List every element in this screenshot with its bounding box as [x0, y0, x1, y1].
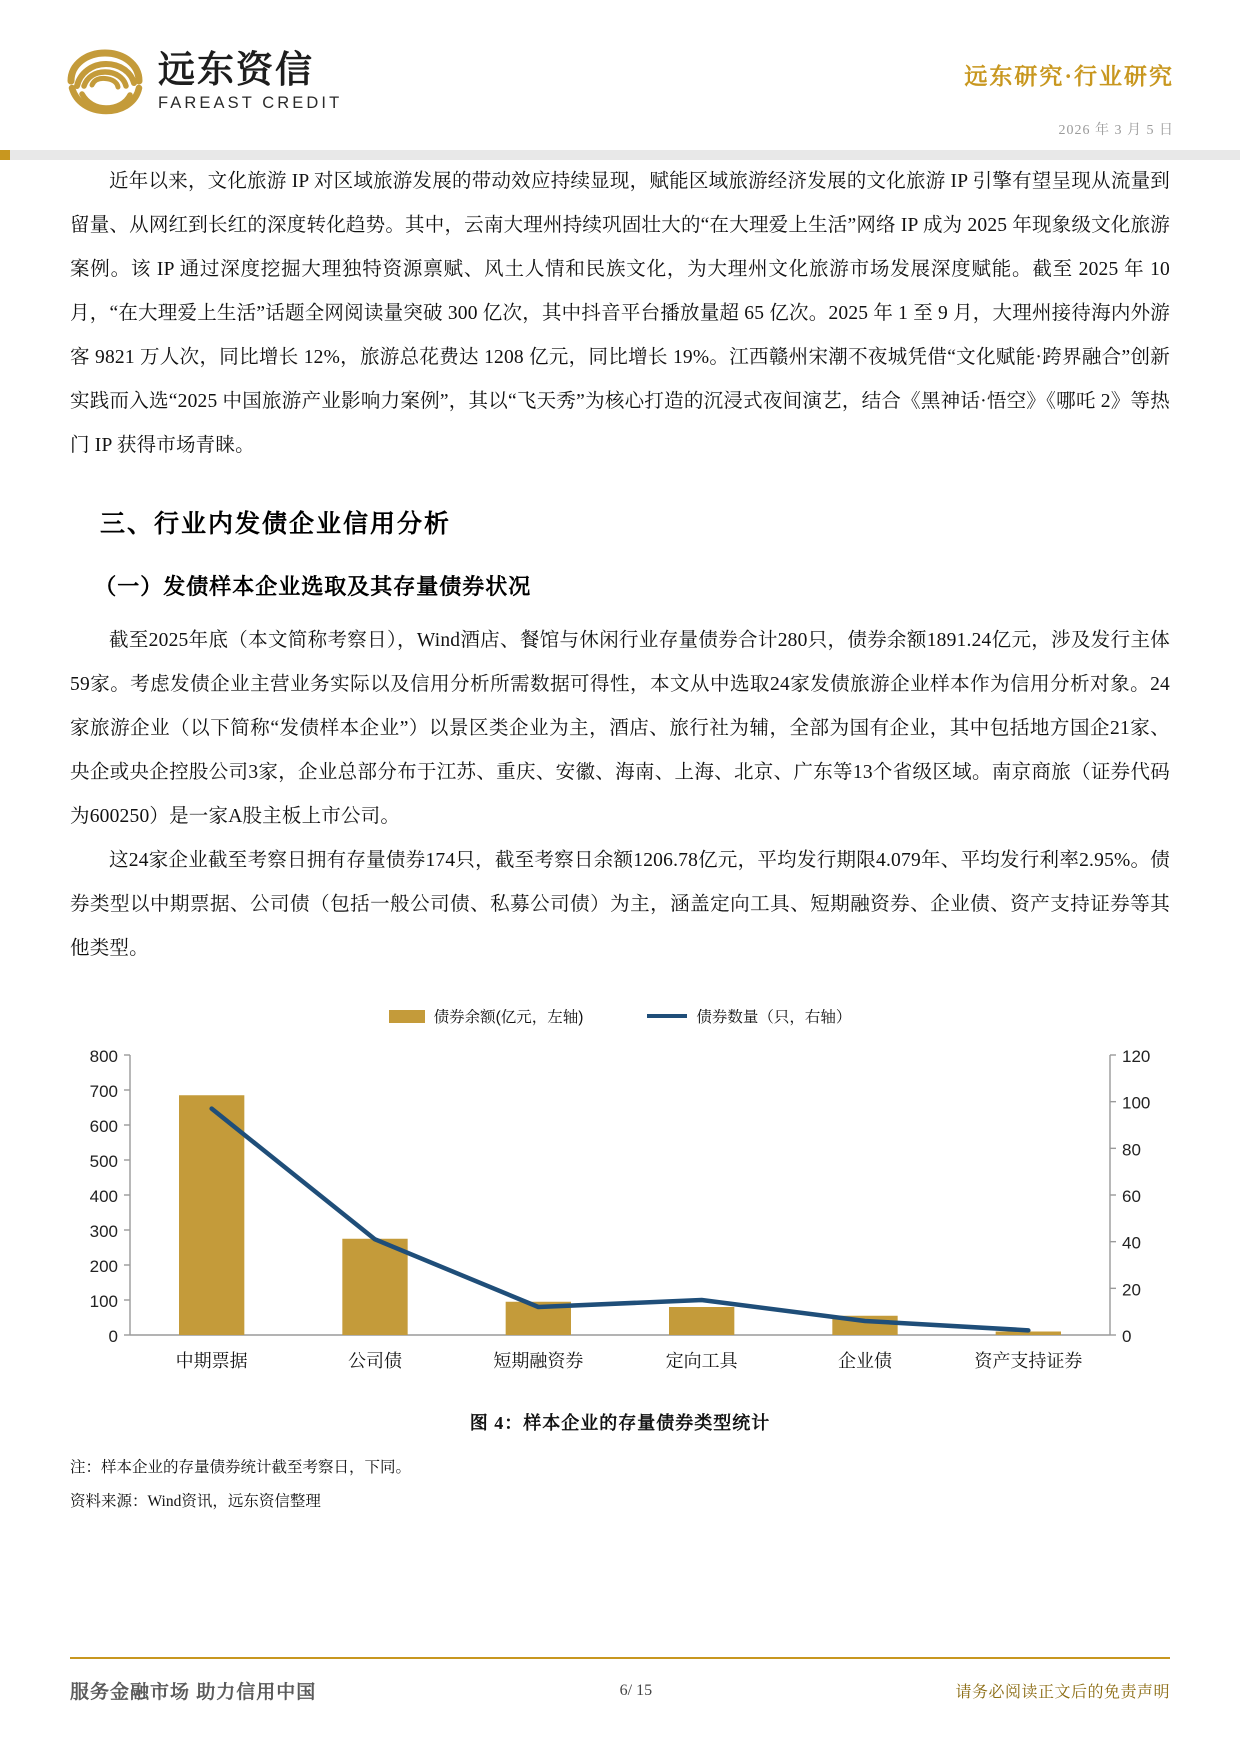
svg-text:0: 0 — [1122, 1327, 1132, 1346]
svg-text:100: 100 — [89, 1292, 118, 1311]
svg-text:100: 100 — [1122, 1093, 1151, 1113]
spacer — [0, 601, 1240, 619]
svg-text:400: 400 — [89, 1187, 118, 1206]
svg-text:中期票据: 中期票据 — [175, 1351, 248, 1371]
svg-text:企业债: 企业债 — [838, 1351, 892, 1371]
svg-text:120: 120 — [1122, 1047, 1151, 1066]
header-date: 2026 年 3 月 5 日 — [1058, 123, 1174, 138]
legend-item-bond-count — [647, 1005, 851, 1027]
footer-page-number: 6/ 15 — [619, 1681, 653, 1699]
svg-text:700: 700 — [89, 1082, 118, 1101]
legend-label-bond-balance: 债券余额(亿元，左轴) — [433, 1009, 584, 1026]
svg-text:200: 200 — [89, 1257, 118, 1276]
svg-text:300: 300 — [89, 1222, 118, 1241]
footer-disclaimer: 请务必阅读正文后的免责声明 — [955, 1684, 1170, 1701]
header-title: 远东研究·行业研究 — [964, 64, 1174, 89]
page-footer — [0, 1657, 1240, 1753]
legend-line-swatch-icon — [647, 1014, 687, 1018]
svg-text:公司债: 公司债 — [348, 1351, 402, 1371]
heading-section-three: 三、行业内发债企业信用分析 — [100, 511, 452, 538]
svg-text:定向工具: 定向工具 — [665, 1351, 738, 1371]
legend-bar-swatch-icon — [389, 1010, 425, 1023]
paragraph-intro: 近年以来，文化旅游 IP 对区域旅游发展的带动效应持续显现，赋能区域旅游经济发展的文化旅游 IP 引擎有望呈现从流量到留量、从网红到长红的深度转化趋势。其中，云南大理州持续巩固壮大的“在大理爱上生活”网络 IP 成为 2025 年现象级文化旅游案例。该 IP 通过深度挖掘大理独特资源禀赋、风土人情和民族文化，为大理州文化旅游市场发展深度赋能。截至 2025 年 10 月，“在大理爱上生活”话题全网阅读量突破 300 亿次，其中抖音平台播放量超 65 亿次。2025 年 1 至 9 月，大理州接待海内外游客 9821 万人次，同比增长 12%，旅游总花费达 1208 亿元，同比增长 19%。江西赣州宋潮不夜城凭借“文化赋能·跨界融合”创新实践而入选“2025 中国旅游产业影响力案例”，其以“飞天秀”为核心打造的沉浸式夜间演艺，结合《黑神话·悟空》《哪吒 2》等热门 IP 获得市场青睐。 — [70, 171, 1170, 456]
svg-text:800: 800 — [89, 1047, 118, 1066]
brand-name-cn: 远东资信 — [158, 48, 314, 90]
footer-slogan: 服务金融市场 助力信用中国 — [70, 1682, 317, 1703]
svg-text:40: 40 — [1122, 1233, 1141, 1253]
chart-svg — [70, 1045, 1170, 1395]
legend-label-bond-count: 债券数量（只，右轴） — [696, 1009, 852, 1026]
svg-text:0: 0 — [108, 1327, 118, 1346]
svg-text:500: 500 — [89, 1152, 118, 1171]
svg-text:20: 20 — [1122, 1280, 1141, 1300]
paragraph-sample-selection: 截至2025年底（本文简称考察日），Wind酒店、餐馆与休闲行业存量债券合计280只，债券余额1891.24亿元，涉及发行主体59家。考虑发债企业主营业务实际以及信用分析所需数据可得性，本文从中选取24家发债旅游企业样本作为信用分析对象。24家旅游企业（以下简称“发债样本企业”）以景区类企业为主，酒店、旅行社为辅，全部为国有企业，其中包括地方国企21家、央企或央企控股公司3家，企业总部分布于江苏、重庆、安徽、海南、上海、北京、广东等13个省级区域。南京商旅（证券代码为600250）是一家A股主板上市公司。 — [70, 630, 1170, 827]
heading-subsection-one: （一）发债样本企业选取及其存量债券状况 — [94, 574, 532, 599]
page-header — [0, 0, 1240, 152]
svg-text:80: 80 — [1122, 1140, 1141, 1160]
legend-item-bond-balance — [389, 1005, 584, 1027]
svg-text:资产支持证券: 资产支持证券 — [974, 1351, 1083, 1371]
chart-plot-area — [70, 1045, 1170, 1395]
brand-name-en: FAREAST CREDIT — [158, 93, 343, 112]
header-divider-accent — [0, 150, 10, 160]
header-divider — [0, 150, 1240, 160]
figure-note-2: 资料来源：Wind资讯，远东资信整理 — [70, 1493, 321, 1510]
paragraph-bond-stats: 这24家企业截至考察日拥有存量债券174只，截至考察日余额1206.78亿元，平均发行期限4.079年、平均发行利率2.95%。债券类型以中期票据、公司债（包括一般公司债、私募公司债）为主，涵盖定向工具、短期融资券、企业债、资产支持证券等其他类型。 — [70, 850, 1170, 959]
brand-logo — [66, 42, 342, 120]
figure-note-1: 注：样本企业的存量债券统计截至考察日，下同。 — [70, 1459, 412, 1476]
footer-divider — [70, 1657, 1170, 1659]
chart-legend — [70, 1005, 1170, 1027]
svg-text:短期融资券: 短期融资券 — [493, 1351, 584, 1371]
figure-4-chart — [70, 1005, 1170, 1395]
svg-text:600: 600 — [89, 1117, 118, 1136]
page-content — [0, 160, 1240, 1517]
header-meta — [964, 58, 1174, 139]
fareast-spiral-eye-icon — [66, 42, 144, 120]
figure-caption: 图 4：样本企业的存量债券类型统计 — [469, 1413, 771, 1433]
brand-text — [158, 48, 343, 112]
svg-text:60: 60 — [1122, 1187, 1141, 1206]
